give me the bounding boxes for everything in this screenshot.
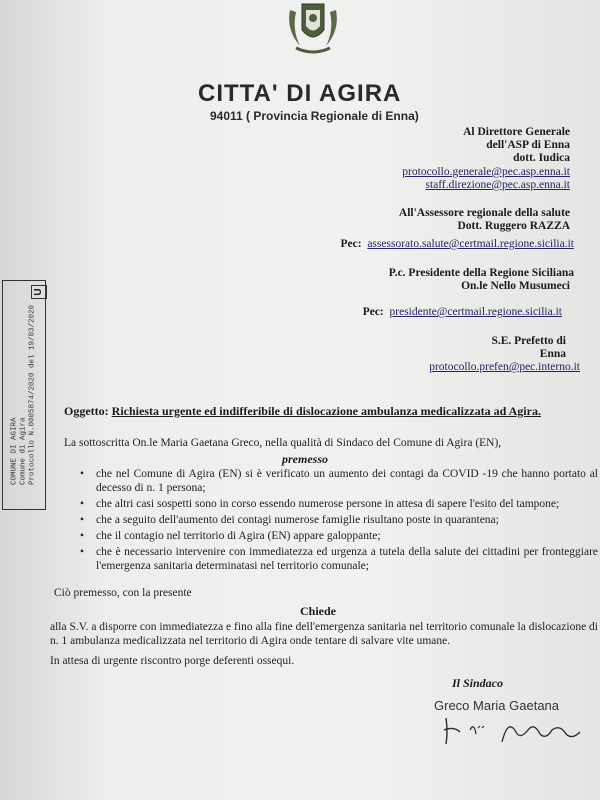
subject-text: Richiesta urgente ed indifferibile di dislocazione ambulanza medicalizzata ad Agira. — [111, 404, 541, 418]
stamp-line-1: COMUNE DI AGIRA — [10, 417, 19, 486]
cio-premesso-line: Ciò premesso, con la presente — [54, 587, 192, 599]
intro-paragraph: La sottoscritta On.le Maria Gaetana Greco, nella qualità di Sindaco del Comune di Agira (EN), — [64, 437, 502, 449]
closing-line: In attesa di urgente riscontro porge deferenti ossequi. — [50, 655, 295, 667]
president-email-link[interactable]: presidente@certmail.regione.sicilia.it — [389, 306, 562, 318]
recipient-dg-email-2[interactable]: staff.direzione@pec.asp.enna.it — [425, 179, 570, 191]
recipient-president-title: P.c. Presidente della Regione Siciliana — [388, 267, 574, 279]
subject-line — [64, 404, 541, 419]
recipient-prefetto-title: S.E. Prefetto di — [491, 335, 566, 347]
recipient-president-pec — [363, 306, 562, 319]
recipient-dg-name: dott. Iudica — [513, 152, 570, 164]
list-item: • che a seguito dell'aumento dei contagi numerose famiglie risultano poste in quarantena; — [80, 513, 598, 527]
pec-label: Pec: — [340, 238, 362, 250]
province-subheading: 94011 ( Provincia Regionale di Enna) — [210, 109, 419, 123]
recipient-assessore-title: All'Assessore regionale della salute — [398, 207, 570, 219]
signature-title: Il Sindaco — [452, 676, 504, 690]
list-item: • che il contagio nel territorio di Agira (EN) appare galoppante; — [80, 529, 598, 543]
list-item: • che nel Comune di Agira (EN) si è verificato un aumento dei contagi da COVID -19 che hanno portato al decesso di n. 1 persona; — [80, 467, 598, 495]
chiede-heading: Chiede — [300, 604, 336, 618]
recipient-prefetto-email[interactable]: protocollo.prefen@pec.interno.it — [429, 361, 580, 373]
list-item: • che altri casi sospetti sono in corso essendo numerose persone in attesa di sapere l'esito del tampone; — [80, 497, 598, 511]
premesso-heading: premesso — [282, 452, 328, 466]
request-paragraph: alla S.V. a disporre con immediatezza e fino alla fine dell'emergenza sanitaria nel territorio comunale la dislocazione di n. 1 ambulanza medicalizzata nel territorio di Agira onde tentare di salvare vite umane. — [50, 621, 598, 647]
handwritten-signature — [440, 712, 590, 748]
stamp-line-2: Comune di Agira — [19, 417, 28, 486]
recipient-assessore-name: Dott. Ruggero RAZZA — [457, 220, 570, 232]
premises-list — [80, 467, 598, 575]
city-crest-logo — [282, 0, 344, 58]
recipient-assessore-pec — [341, 238, 575, 251]
stamp-line-3: Protocollo N.0005874/2020 del 19/03/2020 — [28, 304, 37, 486]
recipient-prefetto-city: Enna — [539, 348, 566, 360]
stamp-text — [11, 305, 38, 485]
protocol-stamp — [2, 280, 46, 510]
subject-label: Oggetto: — [64, 404, 109, 418]
stamp-outgoing-badge: U — [31, 285, 47, 299]
pec-label: Pec: — [362, 306, 384, 318]
list-item: • che è necessario intervenire con immediatezza ed urgenza a tutela della salute dei cittadini per fronteggiare l'emergenza sanitaria determinatasi nel territorio comunale; — [80, 545, 598, 573]
signatory-name: Greco Maria Gaetana — [434, 698, 560, 713]
recipient-president-name: On.le Nello Musumeci — [461, 280, 570, 292]
recipient-dg-title: Al Direttore Generale — [463, 126, 570, 138]
recipient-dg-email-1[interactable]: protocollo.generale@pec.asp.enna.it — [402, 166, 570, 178]
recipient-dg-office: dell'ASP di Enna — [486, 139, 570, 151]
assessore-email-link[interactable]: assessorato.salute@certmail.regione.sicilia.it — [367, 238, 574, 250]
city-name-heading: CITTA' DI AGIRA — [198, 80, 402, 107]
